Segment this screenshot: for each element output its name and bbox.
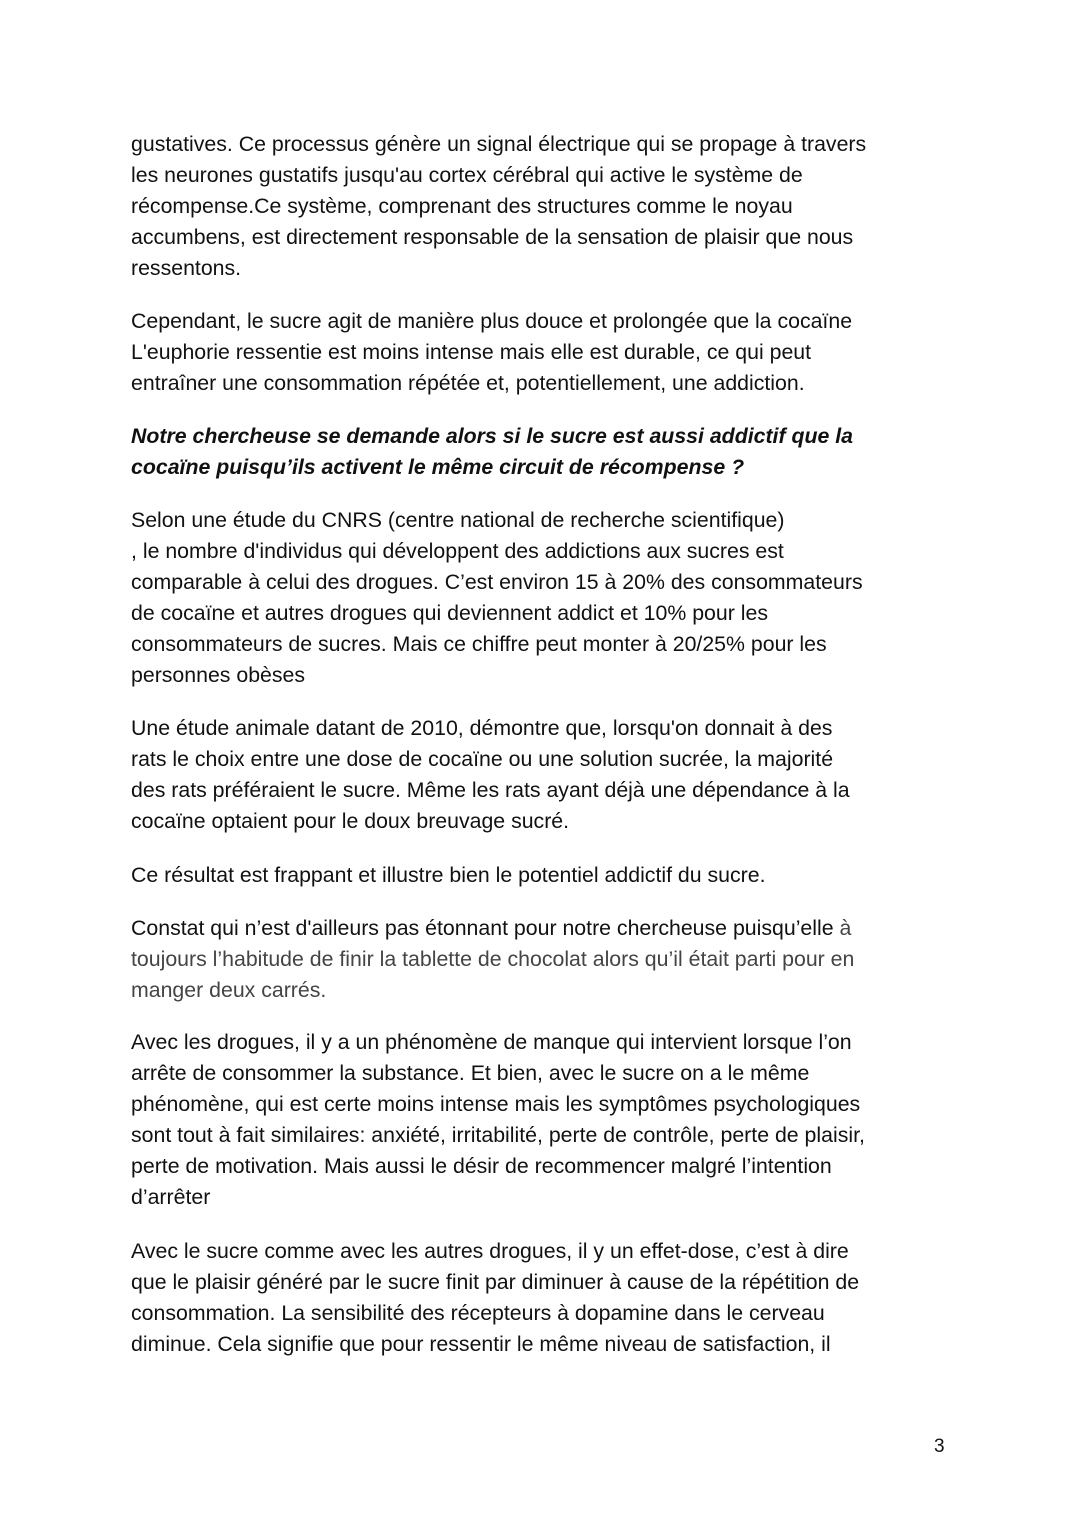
text: Constat qui n’est d'ailleurs pas étonnant pour notre chercheuse puisqu’elle bbox=[131, 916, 834, 940]
paragraph-sugar-vs-cocaine bbox=[131, 306, 971, 399]
line: , le nombre d'individus qui développent des addictions aux sucres est bbox=[131, 539, 784, 563]
line: gustatives. Ce processus génère un signal électrique qui se propage à travers bbox=[131, 132, 867, 156]
line: diminue. Cela signifie que pour ressentir le même niveau de satisfaction, il bbox=[131, 1332, 831, 1356]
line: cocaïne optaient pour le doux breuvage sucré. bbox=[131, 809, 570, 833]
line: Avec le sucre comme avec les autres drogues, il y un effet-dose, c’est à dire bbox=[131, 1239, 849, 1263]
paragraph-withdrawal bbox=[131, 1027, 971, 1213]
line: Ce résultat est frappant et illustre bien le potentiel addictif du sucre. bbox=[131, 863, 766, 887]
line: Cependant, le sucre agit de manière plus douce et prolongée que la cocaïne bbox=[131, 309, 853, 333]
line: Selon une étude du CNRS (centre national de recherche scientifique) bbox=[131, 508, 785, 532]
line: récompense.Ce système, comprenant des structures comme le noyau bbox=[131, 194, 793, 218]
text: à bbox=[833, 916, 852, 940]
paragraph-taste-signal bbox=[131, 129, 971, 284]
paragraph-cnrs-study bbox=[131, 505, 971, 691]
line: rats le choix entre une dose de cocaïne ou une solution sucrée, la majorité bbox=[131, 747, 834, 771]
paragraph-chocolate bbox=[131, 913, 971, 1006]
line: arrête de consommer la substance. Et bien, avec le sucre on a le même bbox=[131, 1061, 810, 1085]
line: Une étude animale datant de 2010, démontre que, lorsqu'on donnait à des bbox=[131, 716, 833, 740]
paragraph-rat-study bbox=[131, 713, 971, 837]
line: L'euphorie ressentie est moins intense mais elle est durable, ce qui peut bbox=[131, 340, 812, 364]
line bbox=[131, 913, 971, 944]
line: Notre chercheuse se demande alors si le sucre est aussi addictif que la bbox=[131, 424, 854, 448]
line: d’arrêter bbox=[131, 1185, 211, 1209]
line: perte de motivation. Mais aussi le désir de recommencer malgré l’intention bbox=[131, 1154, 832, 1178]
line: toujours l’habitude de finir la tablette de chocolat alors qu’il était parti pour en bbox=[131, 947, 855, 971]
line: accumbens, est directement responsable de la sensation de plaisir que nous bbox=[131, 225, 854, 249]
line: personnes obèses bbox=[131, 663, 306, 687]
line: sont tout à fait similaires: anxiété, irritabilité, perte de contrôle, perte de plaisir, bbox=[131, 1123, 865, 1147]
line: Avec les drogues, il y a un phénomène de manque qui intervient lorsque l’on bbox=[131, 1030, 852, 1054]
line: entraîner une consommation répétée et, potentiellement, une addiction. bbox=[131, 371, 805, 395]
line: cocaïne puisqu’ils activent le même circuit de récompense ? bbox=[131, 455, 745, 479]
line: que le plaisir généré par le sucre finit par diminuer à cause de la répétition de bbox=[131, 1270, 860, 1294]
line: des rats préféraient le sucre. Même les rats ayant déjà une dépendance à la bbox=[131, 778, 850, 802]
line: de cocaïne et autres drogues qui deviennent addict et 10% pour les bbox=[131, 601, 768, 625]
line: phénomène, qui est certe moins intense mais les symptômes psychologiques bbox=[131, 1092, 861, 1116]
line: consommateurs de sucres. Mais ce chiffre peut monter à 20/25% pour les bbox=[131, 632, 827, 656]
paragraph-result bbox=[131, 860, 971, 891]
line: comparable à celui des drogues. C’est environ 15 à 20% des consommateurs bbox=[131, 570, 863, 594]
line: ressentons. bbox=[131, 256, 242, 280]
line: les neurones gustatifs jusqu'au cortex cérébral qui active le système de bbox=[131, 163, 803, 187]
line: consommation. La sensibilité des récepteurs à dopamine dans le cerveau bbox=[131, 1301, 825, 1325]
line: manger deux carrés. bbox=[131, 978, 327, 1002]
research-question bbox=[131, 421, 971, 483]
page-number: 3 bbox=[934, 1436, 945, 1457]
paragraph-dose-effect bbox=[131, 1236, 971, 1360]
